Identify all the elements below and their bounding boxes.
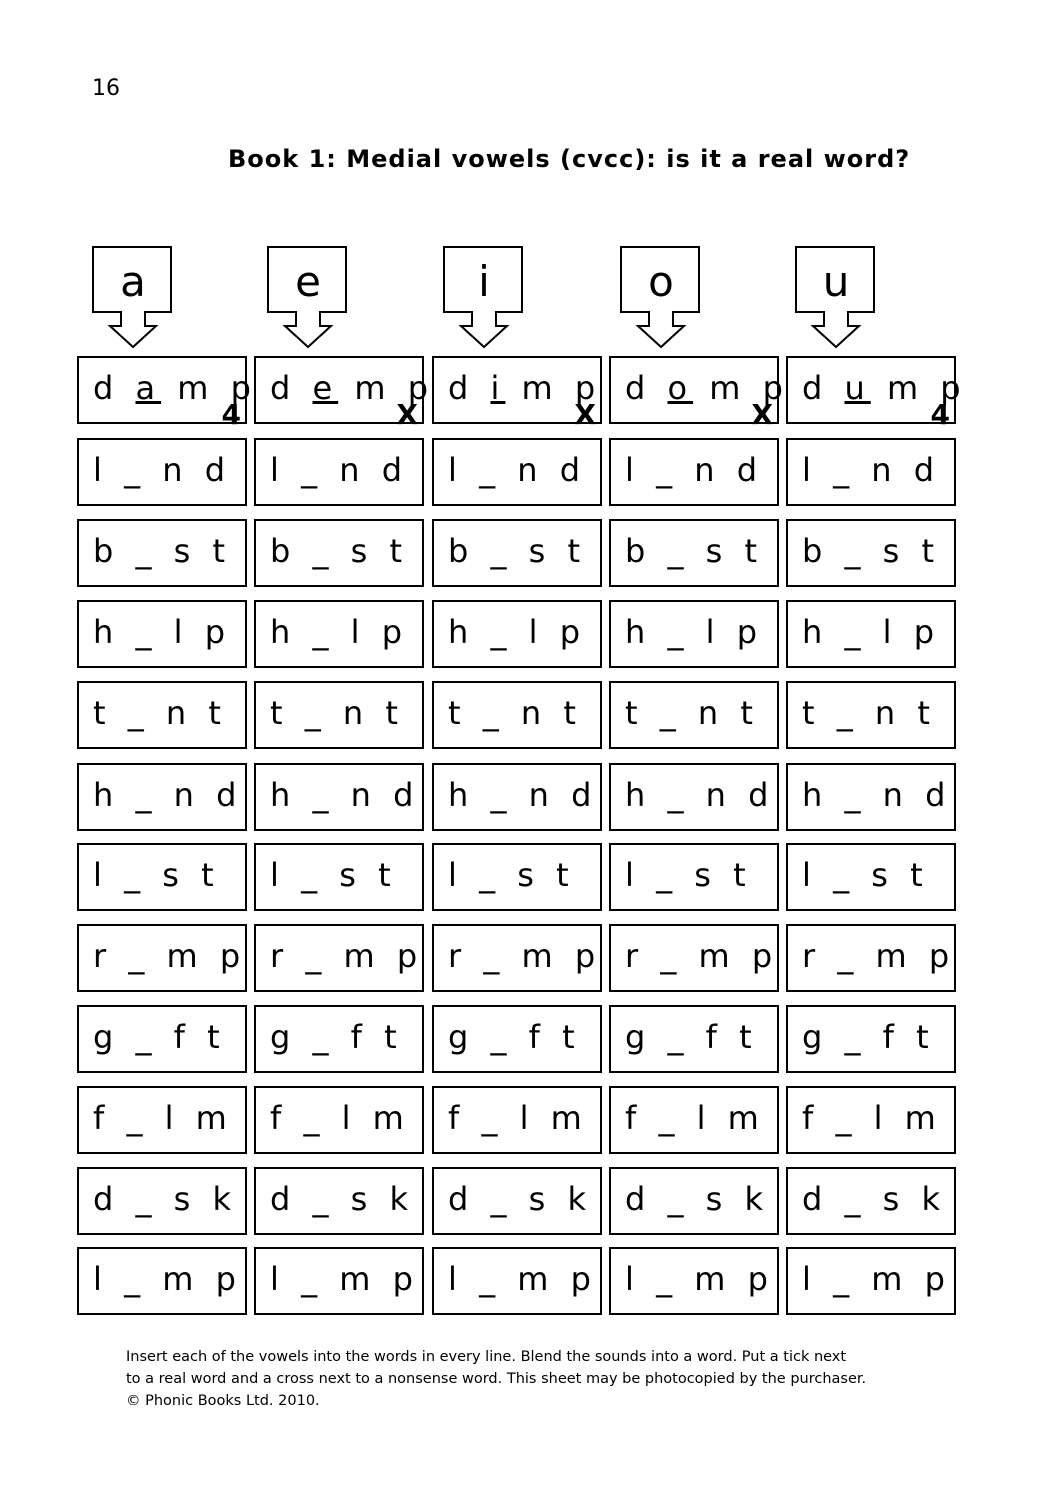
word-cell xyxy=(609,1167,779,1235)
word-cell xyxy=(254,1005,424,1073)
word-cell xyxy=(786,519,956,587)
word-cell xyxy=(609,1086,779,1154)
word-pattern: l _ m p xyxy=(270,1260,419,1298)
word-cell xyxy=(254,519,424,587)
word-cell xyxy=(432,763,602,831)
word-cell xyxy=(254,1167,424,1235)
word-pattern: h _ n d xyxy=(93,776,243,814)
word-cell xyxy=(786,843,956,911)
word-pattern: l _ n d xyxy=(270,451,408,489)
word-pattern: r _ m p xyxy=(625,937,779,975)
word-cell xyxy=(254,600,424,668)
word-pattern: l _ m p xyxy=(448,1260,597,1298)
word-pattern: l _ s t xyxy=(270,856,397,894)
word-pattern: h _ n d xyxy=(448,776,598,814)
word-pattern: h _ l p xyxy=(625,613,763,651)
word-pattern: l _ n d xyxy=(802,451,940,489)
word-pattern: d _ s k xyxy=(802,1180,947,1218)
word-cell xyxy=(254,438,424,506)
word-pattern: h _ l p xyxy=(448,613,586,651)
word-cell xyxy=(609,519,779,587)
inserted-vowel: u xyxy=(844,369,871,407)
word-pattern: r _ m p xyxy=(270,937,424,975)
word-pattern: d _ s k xyxy=(625,1180,770,1218)
tick-mark: 4 xyxy=(221,398,241,431)
word-cell xyxy=(432,924,602,992)
word-cell xyxy=(786,924,956,992)
page-number: 16 xyxy=(92,76,120,101)
example-word-cell xyxy=(254,356,434,431)
word-pattern: g _ f t xyxy=(93,1018,226,1056)
word-cell xyxy=(77,438,247,506)
word-pattern: t _ n t xyxy=(270,694,404,732)
word-cell xyxy=(609,843,779,911)
word-cell xyxy=(432,1005,602,1073)
word-cell xyxy=(254,681,424,749)
cross-mark: X xyxy=(751,398,773,431)
copyright-line: © Phonic Books Ltd. 2010. xyxy=(126,1393,320,1409)
word-pattern: r _ m p xyxy=(93,937,247,975)
word-cell xyxy=(77,1247,247,1315)
word-pattern: l _ s t xyxy=(625,856,752,894)
word-cell xyxy=(77,1167,247,1235)
word-pattern: r _ m p xyxy=(448,937,602,975)
example-word-cell xyxy=(432,356,602,431)
word-pattern: l _ s t xyxy=(93,856,220,894)
word-cell xyxy=(609,1247,779,1315)
instructions-line-2: to a real word and a cross next to a nonsense word. This sheet may be photocopied by the purchaser. xyxy=(126,1371,867,1387)
word-pattern: b _ s t xyxy=(802,532,941,570)
word-pattern: b _ s t xyxy=(270,532,409,570)
word-pattern: b _ s t xyxy=(448,532,587,570)
word-pattern: h _ n d xyxy=(625,776,775,814)
word-cell xyxy=(254,1247,424,1315)
example-word: d o m p xyxy=(625,369,789,407)
word-pattern: t _ n t xyxy=(448,694,582,732)
word-pattern: l _ m p xyxy=(802,1260,951,1298)
word-cell xyxy=(254,843,424,911)
cross-mark: X xyxy=(574,398,596,431)
word-pattern: f _ l m xyxy=(93,1099,233,1137)
word-cell xyxy=(609,681,779,749)
vowel-letter: o xyxy=(648,257,674,306)
vowel-letter: u xyxy=(822,257,850,306)
word-cell xyxy=(77,681,247,749)
word-cell xyxy=(609,924,779,992)
vowel-letter: e xyxy=(295,257,321,306)
word-pattern: t _ n t xyxy=(93,694,227,732)
inserted-vowel: o xyxy=(667,369,694,407)
word-pattern: l _ n d xyxy=(93,451,231,489)
cross-mark: X xyxy=(396,398,418,431)
word-pattern: f _ l m xyxy=(270,1099,410,1137)
word-pattern: g _ f t xyxy=(270,1018,403,1056)
example-word-cell xyxy=(609,356,789,431)
word-cell xyxy=(77,1086,247,1154)
word-cell xyxy=(254,763,424,831)
example-word: d a m p xyxy=(93,369,257,407)
word-pattern: l _ m p xyxy=(93,1260,242,1298)
word-pattern: h _ n d xyxy=(802,776,952,814)
word-cell xyxy=(77,924,247,992)
word-pattern: b _ s t xyxy=(93,532,232,570)
word-cell xyxy=(432,1247,602,1315)
word-cell xyxy=(609,763,779,831)
example-word-cell xyxy=(786,356,967,431)
vowel-letter: a xyxy=(120,257,146,306)
word-pattern: t _ n t xyxy=(625,694,759,732)
word-pattern: g _ f t xyxy=(625,1018,758,1056)
example-word: d i m p xyxy=(448,369,602,407)
word-cell xyxy=(786,763,956,831)
word-pattern: h _ l p xyxy=(802,613,940,651)
word-pattern: g _ f t xyxy=(448,1018,581,1056)
word-cell xyxy=(786,681,956,749)
example-word-cell xyxy=(77,356,257,431)
instructions xyxy=(126,1346,996,1412)
page-title: Book 1: Medial vowels (cvcc): is it a real word? xyxy=(228,145,911,173)
word-cell xyxy=(786,1086,956,1154)
word-pattern: r _ m p xyxy=(802,937,956,975)
word-pattern: g _ f t xyxy=(802,1018,935,1056)
word-cell xyxy=(432,519,602,587)
word-pattern: f _ l m xyxy=(802,1099,942,1137)
vowel-header-u xyxy=(795,246,877,348)
word-cell xyxy=(432,438,602,506)
word-cell xyxy=(77,600,247,668)
vowel-letter: i xyxy=(478,257,490,306)
word-pattern: b _ s t xyxy=(625,532,764,570)
word-cell xyxy=(786,600,956,668)
word-pattern: d _ s k xyxy=(93,1180,238,1218)
word-cell xyxy=(609,438,779,506)
tick-mark: 4 xyxy=(930,398,950,431)
word-cell xyxy=(609,1005,779,1073)
example-word: d u m p xyxy=(802,369,967,407)
word-cell xyxy=(432,1167,602,1235)
word-cell xyxy=(432,681,602,749)
word-pattern: d _ s k xyxy=(270,1180,415,1218)
word-cell xyxy=(432,843,602,911)
vowel-header-a xyxy=(92,246,174,348)
vowel-header-o xyxy=(620,246,702,348)
word-cell xyxy=(254,924,424,992)
word-cell xyxy=(609,600,779,668)
word-cell xyxy=(77,763,247,831)
vowel-header-i xyxy=(443,246,525,348)
word-cell xyxy=(786,1247,956,1315)
word-cell xyxy=(786,1005,956,1073)
word-cell xyxy=(432,600,602,668)
inserted-vowel: e xyxy=(312,369,339,407)
inserted-vowel: i xyxy=(490,369,506,407)
word-cell xyxy=(786,1167,956,1235)
word-pattern: f _ l m xyxy=(448,1099,588,1137)
word-cell xyxy=(77,519,247,587)
inserted-vowel: a xyxy=(135,369,162,407)
word-cell xyxy=(786,438,956,506)
word-pattern: l _ s t xyxy=(802,856,929,894)
word-pattern: h _ l p xyxy=(270,613,408,651)
word-cell xyxy=(77,1005,247,1073)
word-cell xyxy=(254,1086,424,1154)
word-pattern: l _ n d xyxy=(625,451,763,489)
word-pattern: l _ s t xyxy=(448,856,575,894)
word-pattern: h _ l p xyxy=(93,613,231,651)
word-pattern: l _ m p xyxy=(625,1260,774,1298)
instructions-line-1: Insert each of the vowels into the words in every line. Blend the sounds into a word. Put a tick next xyxy=(126,1349,847,1365)
word-pattern: h _ n d xyxy=(270,776,420,814)
word-pattern: d _ s k xyxy=(448,1180,593,1218)
word-cell xyxy=(77,843,247,911)
example-word: d e m p xyxy=(270,369,434,407)
vowel-header-e xyxy=(267,246,349,348)
word-pattern: t _ n t xyxy=(802,694,936,732)
word-pattern: f _ l m xyxy=(625,1099,765,1137)
word-pattern: l _ n d xyxy=(448,451,586,489)
word-cell xyxy=(432,1086,602,1154)
